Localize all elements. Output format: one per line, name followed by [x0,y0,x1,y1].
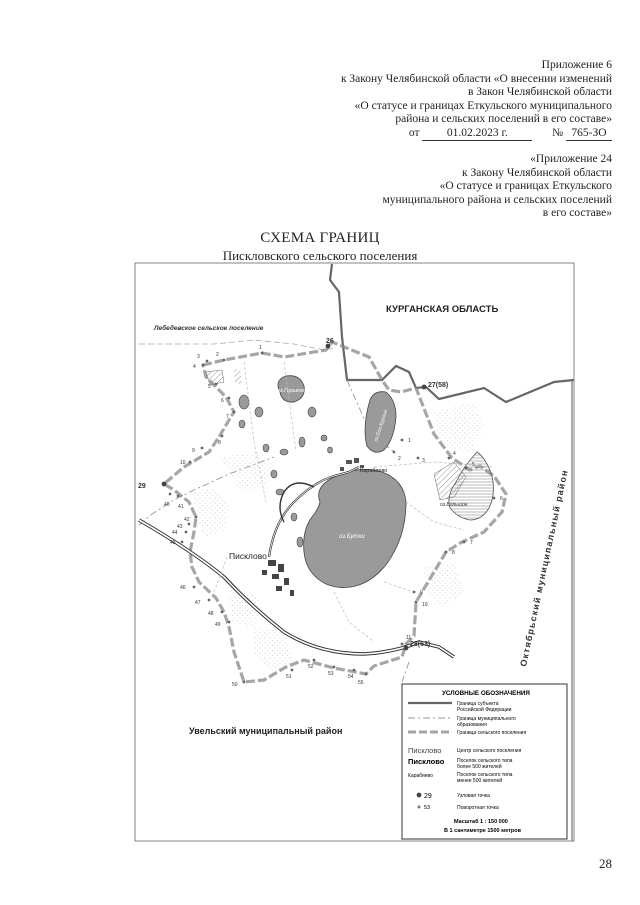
turning-point-marker [201,447,204,450]
law-date: 01.02.2023 г. [422,127,532,142]
turning-point-marker [193,586,196,589]
turning-point-label: 6 [500,496,503,502]
turning-point-marker [415,601,418,604]
header-line: «О статусе и границах Еткульского муниципального [354,99,612,112]
turning-point-marker [353,669,356,672]
legend-label: Поворотная точка [457,805,499,811]
turning-point-label: 45 [170,540,176,546]
region-label-uvelsky: Увельский муниципальный район [189,726,343,736]
region-label-lebedevo: Лебедевское сельское поселение [154,325,264,332]
legend-sample-nodal: 29 [424,793,432,800]
turning-point-label: 49 [215,622,221,628]
turning-point-label: 10 [422,602,428,608]
settlement-label-pisklovo: Писклово [229,551,267,561]
turning-point-label: 3 [197,354,200,360]
turning-point-marker [417,457,420,460]
turning-point-label: 3 [422,458,425,464]
turning-point-marker [208,599,211,602]
turning-point-label: 4 [453,451,456,457]
turning-point-marker [243,681,246,684]
turning-point-label: 40 [164,502,170,508]
turning-point-label: 51 [286,674,292,680]
header-line: к Закону Челябинской области «О внесении изменений [340,72,612,85]
turning-point-label: 2 [398,456,401,462]
turning-point-marker [291,669,294,672]
turning-point-label: 1 [259,345,262,351]
header-line: в его составе» [542,207,612,219]
turning-point-label: 2 [216,352,219,358]
turning-point-marker [261,352,264,355]
turning-point-marker [401,439,404,442]
boundary-map [134,262,575,842]
turning-point-label: 43 [177,524,183,530]
turning-point-marker [181,541,184,544]
turning-point-label: 8 [218,440,221,446]
turning-point-marker [463,541,466,544]
turning-point-label: 6 [221,398,224,404]
turning-point-label: 9 [192,448,195,454]
number-prefix: № [552,126,564,139]
turning-point-label: 7 [470,540,473,546]
turning-point-marker [465,467,468,470]
turning-point-label: 9 [420,590,423,596]
region-label-kurgan: КУРГАНСКАЯ ОБЛАСТЬ [386,304,499,315]
legend-sample-large: Писклово [408,757,445,766]
nodal-point-marker [162,482,167,487]
legend-label: Граница субъекта [457,701,499,707]
turning-point-marker [493,497,496,500]
turning-point-marker [333,666,336,669]
turning-point-marker [195,516,198,519]
turning-point-label: 10 [180,460,186,466]
page-number: 28 [599,856,612,871]
header-line: в Закон Челябинской области [467,86,612,98]
turning-point-marker [393,451,396,454]
turning-point-label: 42 [184,517,190,523]
lake-label-bolkurlyk: оз.Бол.Курлык [373,408,390,443]
header-line: муниципального района и сельских поселений [382,193,612,206]
turning-point-marker [401,643,404,646]
lake-label-east: оз.Большое [440,502,468,508]
legend-sample-small: Карабяево [408,773,433,779]
legend-label: Поселок сельского типа [457,772,513,778]
turning-point-marker [221,435,224,438]
nodal-point-label: 28(63) [410,641,431,648]
turning-point-marker [365,673,368,676]
nodal-point-marker [404,646,409,651]
turning-point-label: 7 [226,414,229,420]
nodal-point-label: 26 [326,338,334,345]
legend-title: УСЛОВНЫЕ ОБОЗНАЧЕНИЯ [442,690,530,697]
turning-point-marker [185,531,188,534]
turning-point-marker [233,411,236,414]
turning-point-marker [189,461,192,464]
turning-point-label: 11 [406,635,412,641]
legend-label: образования [457,722,487,728]
turning-point-label: 50 [232,682,238,688]
legend-label: Центр сельского поселения [457,748,522,754]
date-prefix: от [408,126,420,139]
turning-point-label: 55 [358,680,364,686]
turning-point-marker [445,551,448,554]
nodal-point-label: 29 [138,483,146,490]
legend-label: Российской Федерации [457,707,512,713]
turning-point-marker [313,659,316,662]
legend-sample-turning: 53 [424,805,431,811]
header-amendment [341,59,612,141]
turning-point-label: 52 [308,664,314,670]
turning-point-marker [177,495,180,498]
turning-point-marker [202,364,205,367]
page-subtitle: Пискловского сельского поселения [222,248,418,263]
legend-scale-note: В 1 сантиметре 1500 метров [444,828,521,834]
header-line: к Закону Челябинской области [462,166,612,179]
legend-label: более 500 жителей [457,764,502,770]
legend-label: Граница сельского поселения [457,730,527,736]
page-title: СХЕМА ГРАНИЦ [260,230,380,246]
turning-point-marker [228,397,231,400]
legend-label: Узловая точка [457,793,490,799]
header-appendix [382,153,612,221]
turning-point-marker [215,383,218,386]
turning-point-marker [221,611,224,614]
turning-point-label: 41 [178,504,184,510]
legend [402,684,567,839]
turning-point-label: 4 [193,364,196,370]
turning-point-marker [228,621,231,624]
turning-point-marker [413,591,416,594]
turning-point-marker [188,523,191,526]
turning-point-marker [223,359,226,362]
turning-point-label: 8 [452,550,455,556]
nodal-point-label: 27(58) [428,382,449,389]
turning-point-label: 5 [208,384,211,390]
turning-point-marker [206,360,209,363]
header-line: района и сельских поселений в его составе» [395,113,612,125]
legend-label: Поселок сельского типа [457,758,513,764]
nodal-point-marker [422,385,427,390]
legend-label: менее 500 жителей [457,778,503,784]
turning-point-label: 46 [180,585,186,591]
turning-point-label: 5 [472,462,475,468]
legend-label: Граница муниципального [457,716,516,722]
region-label-oktyabrsky: Октябрьский муниципальный район [518,468,570,668]
lake-label-butki: оз.Бутки [339,534,365,540]
legend-turning-point [418,806,421,809]
legend-scale: Масштаб 1 : 150 000 [454,819,508,825]
header-line: Приложение 6 [541,59,612,71]
law-date-number [341,127,612,142]
header-line: «О статусе и границах Еткульского [439,180,612,192]
turning-point-label: 48 [208,611,214,617]
turning-point-marker [169,493,172,496]
turning-point-label: 47 [195,600,201,606]
turning-point-label: 1 [408,438,411,444]
lake-label-gorkoe: оз.Горькое [277,388,305,394]
turning-point-label: 54 [348,674,354,680]
legend-nodal-point [417,793,422,798]
turning-point-label: 53 [328,671,334,677]
legend-sample-center: Писклово [408,746,442,755]
law-number: 765-ЗО [566,127,612,142]
header-line: «Приложение 24 [530,153,612,165]
settlement-label-karablevo: Карабяево [360,468,388,474]
turning-point-label: 44 [172,530,178,536]
turning-point-marker [448,457,451,460]
